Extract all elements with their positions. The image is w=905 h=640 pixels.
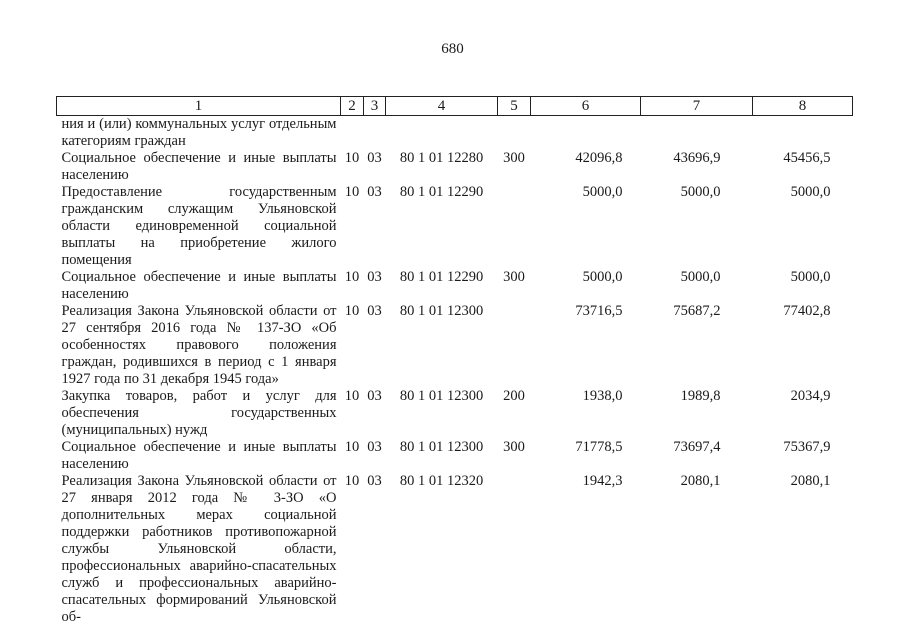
- cell-amount-col8: 5000,0: [790, 184, 831, 200]
- cell-amount-col6: 42096,8: [575, 150, 623, 166]
- cell-amount-col7: 5000,0: [680, 184, 721, 200]
- cell-target-article: 80 1 01 12290: [399, 184, 484, 200]
- cell-amount-col7: 5000,0: [680, 269, 721, 285]
- cell-subsection: [364, 116, 386, 151]
- cell-amount-col8: 75367,9: [783, 439, 831, 455]
- cell-subsection: 03: [367, 388, 382, 404]
- cell-amount-col8: 45456,5: [783, 150, 831, 166]
- table-row: [57, 116, 853, 151]
- budget-table: [56, 96, 853, 626]
- row-name: Социальное обеспечение и иные выплаты населению: [61, 269, 337, 302]
- cell-target-article: 80 1 01 12300: [399, 439, 484, 455]
- cell-expense-type: [498, 116, 531, 151]
- row-name: Социальное обеспечение и иные выплаты населению: [61, 439, 337, 472]
- column-header-3: 3: [364, 97, 386, 116]
- cell-amount-col7: 1989,8: [680, 388, 721, 404]
- row-name: Социальное обеспечение и иные выплаты населению: [61, 150, 337, 183]
- cell-amount-col6: 5000,0: [582, 184, 623, 200]
- cell-expense-type: 300: [503, 269, 525, 285]
- cell-target-article: 80 1 01 12300: [399, 303, 484, 319]
- column-header-5: 5: [498, 97, 531, 116]
- table-row: [57, 388, 853, 439]
- cell-amount-col7: 2080,1: [680, 473, 721, 489]
- cell-amount-col8: 5000,0: [790, 269, 831, 285]
- cell-expense-type: 200: [503, 388, 525, 404]
- cell-target-article: [386, 116, 498, 151]
- row-name: Реализация Закона Ульяновской области от 27 января 2012 года № 3-ЗО «О дополнительных мерах социальной поддержки работников противопожарной службы Ульяновской области, профессиональных аварийно-спасательных служб и профессиональных аварийно-спасательных формирований Ульяновской об-: [61, 473, 337, 625]
- cell-amount-col8: [753, 116, 853, 151]
- table-row: [57, 150, 853, 184]
- cell-expense-type: [498, 473, 531, 626]
- cell-subsection: 03: [367, 473, 382, 489]
- cell-subsection: 03: [367, 150, 382, 166]
- cell-subsection: 03: [367, 439, 382, 455]
- cell-amount-col8: 77402,8: [783, 303, 831, 319]
- table-row: [57, 303, 853, 388]
- cell-section: [341, 116, 364, 151]
- cell-target-article: 80 1 01 12290: [399, 269, 484, 285]
- cell-section: 10: [344, 473, 360, 489]
- cell-amount-col7: 75687,2: [673, 303, 721, 319]
- column-header-7: 7: [641, 97, 753, 116]
- cell-subsection: 03: [367, 303, 382, 319]
- column-header-2: 2: [341, 97, 364, 116]
- cell-amount-col7: 43696,9: [673, 150, 721, 166]
- column-header-8: 8: [753, 97, 853, 116]
- column-header-6: 6: [531, 97, 641, 116]
- column-header-4: 4: [386, 97, 498, 116]
- cell-target-article: 80 1 01 12320: [399, 473, 484, 489]
- cell-amount-col7: 73697,4: [673, 439, 721, 455]
- cell-section: 10: [344, 269, 360, 285]
- cell-target-article: 80 1 01 12300: [399, 388, 484, 404]
- cell-subsection: 03: [367, 184, 382, 200]
- table-row: [57, 473, 853, 626]
- cell-section: 10: [344, 150, 360, 166]
- cell-amount-col6: 73716,5: [575, 303, 623, 319]
- row-name: Реализация Закона Ульяновской области от 27 сентября 2016 года № 137-ЗО «Об особенностях правового положения граждан, родившихся в период с 1 января 1927 года по 31 декабря 1945 года»: [61, 303, 337, 387]
- table-row: [57, 439, 853, 473]
- table-row: [57, 269, 853, 303]
- cell-section: 10: [344, 184, 360, 200]
- table-body: [57, 116, 853, 627]
- page-number: 680: [441, 41, 464, 57]
- cell-amount-col7: [641, 116, 753, 151]
- cell-section: 10: [344, 439, 360, 455]
- table-header: [57, 97, 853, 116]
- cell-expense-type: 300: [503, 439, 525, 455]
- cell-expense-type: [498, 184, 531, 269]
- cell-expense-type: [498, 303, 531, 388]
- cell-amount-col6: 1942,3: [582, 473, 623, 489]
- cell-amount-col6: 71778,5: [575, 439, 623, 455]
- row-name: Предоставление государственным гражданским служащим Ульяновской области единовременной социальной выплаты на приобретение жилого помещения: [61, 184, 337, 268]
- row-name: Закупка товаров, работ и услуг для обеспечения государственных (муниципальных) нужд: [61, 388, 337, 438]
- cell-expense-type: 300: [503, 150, 525, 166]
- table-row: [57, 184, 853, 269]
- cell-amount-col6: 1938,0: [582, 388, 623, 404]
- cell-section: 10: [344, 303, 360, 319]
- cell-amount-col6: [531, 116, 641, 151]
- cell-amount-col6: 5000,0: [582, 269, 623, 285]
- cell-target-article: 80 1 01 12280: [399, 150, 484, 166]
- column-header-1: 1: [57, 97, 341, 116]
- cell-amount-col8: 2080,1: [790, 473, 831, 489]
- row-name: ния и (или) коммунальных услуг отдельным категориям граждан: [61, 116, 337, 149]
- cell-section: 10: [344, 388, 360, 404]
- cell-subsection: 03: [367, 269, 382, 285]
- cell-amount-col8: 2034,9: [790, 388, 831, 404]
